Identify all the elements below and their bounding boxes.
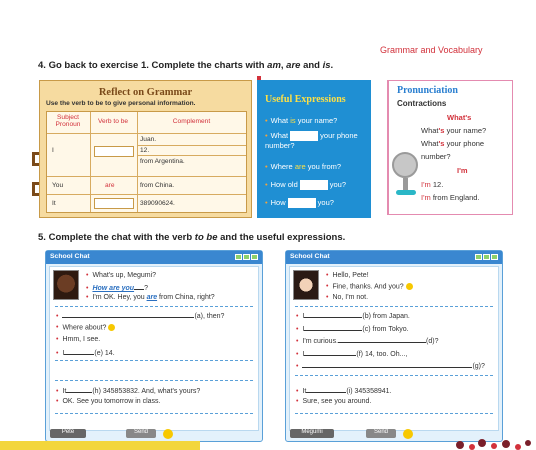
pron-l1: I'm 12.: [421, 180, 444, 189]
chat-body: [49, 266, 259, 431]
minimize-icon[interactable]: [475, 254, 482, 260]
send-button[interactable]: Send: [366, 429, 396, 438]
blank-g[interactable]: [302, 361, 472, 368]
exercise-5-instruction: 5. Complete the chat with the verb to be and the useful expressions.: [38, 232, 346, 243]
chat1-msg-3: • I'm OK. Hey, you are from China, right?: [86, 294, 215, 301]
verb-blank-it[interactable]: [94, 198, 134, 209]
complement-1: Juan.: [140, 136, 157, 143]
minimize-icon[interactable]: [235, 254, 242, 260]
grammar-table: [46, 111, 247, 213]
chat1-msg-5: • Where about?: [56, 324, 115, 331]
emoji-icon[interactable]: [403, 429, 413, 439]
whats-label: What's: [447, 113, 472, 122]
chat1-msg-8: • It (h) 345853832. And, what's yours?: [56, 388, 201, 395]
chat1-msg-9: • OK. See you tomorrow in class.: [56, 398, 161, 405]
close-icon[interactable]: [491, 254, 498, 260]
chat1-msg-6: • Hmm, I see.: [56, 336, 101, 343]
blank-h[interactable]: [66, 386, 92, 393]
chat1-msg-2: • How are you ?: [86, 285, 148, 292]
header-verb: Verb to be: [97, 118, 129, 125]
exercise-4-instruction: 4. Go back to exercise 1. Complete the charts with am, are and is.: [38, 60, 334, 71]
chat2-msg-9: • It (i) 345358941.: [296, 388, 392, 395]
chat2-msg-7: • I (f) 14, too. Oh...,: [296, 351, 408, 358]
blank-i[interactable]: [306, 386, 346, 393]
chat2-msg-6: • I'm curious. (d)?: [296, 338, 439, 345]
send-button[interactable]: Send: [126, 429, 156, 438]
pete-avatar: [53, 270, 79, 300]
pron-q1: What's your name?: [421, 126, 487, 135]
grammar-instruction: Use the verb to be to give personal information.: [46, 100, 196, 107]
useful-blank-4[interactable]: [300, 180, 328, 190]
im-label: I'm: [457, 166, 468, 175]
footer-bar: [0, 441, 200, 450]
complement-2: 12.: [140, 147, 150, 154]
complement-4: from China.: [140, 182, 175, 189]
chat1-msg-1: • What's up, Megumi?: [86, 272, 157, 279]
blank-a[interactable]: [62, 311, 194, 318]
close-icon[interactable]: [251, 254, 258, 260]
megumi-avatar: [293, 270, 319, 300]
useful-title: Useful Expressions: [265, 94, 346, 105]
useful-item-3: • Where are you from?: [265, 162, 342, 171]
header-complement: Complement: [172, 118, 211, 125]
pron-q2-cont: number?: [421, 152, 451, 161]
chat1-msg-4: • (a), then?: [56, 313, 225, 320]
blank-f[interactable]: [304, 349, 356, 356]
useful-expressions-box: [257, 80, 371, 218]
chat-title-bar: School Chat: [46, 251, 262, 264]
chat-title-bar: School Chat: [286, 251, 502, 264]
chat2-msg-8: • (g)?: [296, 363, 485, 370]
blank-c[interactable]: [304, 324, 362, 331]
pronunciation-title: Pronunciation: [397, 85, 458, 96]
pron-l2: I'm from England.: [421, 193, 480, 202]
useful-item-5: • How you?: [265, 198, 334, 207]
chat2-msg-4: • I (b) from Japan.: [296, 313, 410, 320]
verb-blank-i[interactable]: [94, 146, 134, 157]
chat2-msg-10: • Sure, see you around.: [296, 398, 372, 405]
maximize-icon[interactable]: [243, 254, 250, 260]
subject-it: It: [52, 200, 56, 207]
chat2-msg-5: • I (c) from Tokyo.: [296, 326, 409, 333]
emoji-icon[interactable]: [163, 429, 173, 439]
chat2-msg-1: • Hello, Pete!: [326, 272, 369, 279]
blank-d[interactable]: [338, 336, 426, 343]
chat2-msg-3: • No, I'm not.: [326, 294, 369, 301]
chat-window-pete: [45, 250, 263, 442]
maximize-icon[interactable]: [483, 254, 490, 260]
user-name-pete: Pete: [50, 429, 86, 438]
blank-e[interactable]: [64, 348, 94, 355]
pron-q2: What's your phone: [421, 139, 485, 148]
microphone-icon: [392, 152, 418, 178]
reflect-on-grammar-box: [39, 80, 252, 218]
chat1-msg-7: • I (e) 14.: [56, 350, 115, 357]
header-subject: Subject Pronoun: [55, 114, 81, 128]
chat-body: [289, 266, 499, 431]
useful-blank-5[interactable]: [288, 198, 316, 208]
grammar-title: Reflect on Grammar: [98, 87, 193, 98]
complement-5: 389090624.: [140, 200, 175, 207]
complement-3: from Argentina.: [140, 158, 185, 165]
user-name-megumi: Megumi: [290, 429, 334, 438]
useful-item-4: • How old you?: [265, 180, 347, 189]
useful-blank-2[interactable]: [290, 131, 318, 141]
chat-window-megumi: [285, 250, 503, 442]
subject-i: I: [52, 147, 54, 154]
verb-are: are: [105, 182, 115, 189]
decorative-dots-icon: [454, 437, 534, 450]
useful-item-1: • What is your name?: [265, 116, 338, 125]
section-header: Grammar and Vocabulary: [380, 45, 483, 55]
blank-b[interactable]: [304, 311, 362, 318]
contractions-subtitle: Contractions: [397, 99, 447, 108]
useful-item-2: • What your phone number?: [265, 131, 358, 151]
subject-you: You: [52, 182, 64, 189]
chat2-msg-2: • Fine, thanks. And you?: [326, 283, 413, 290]
